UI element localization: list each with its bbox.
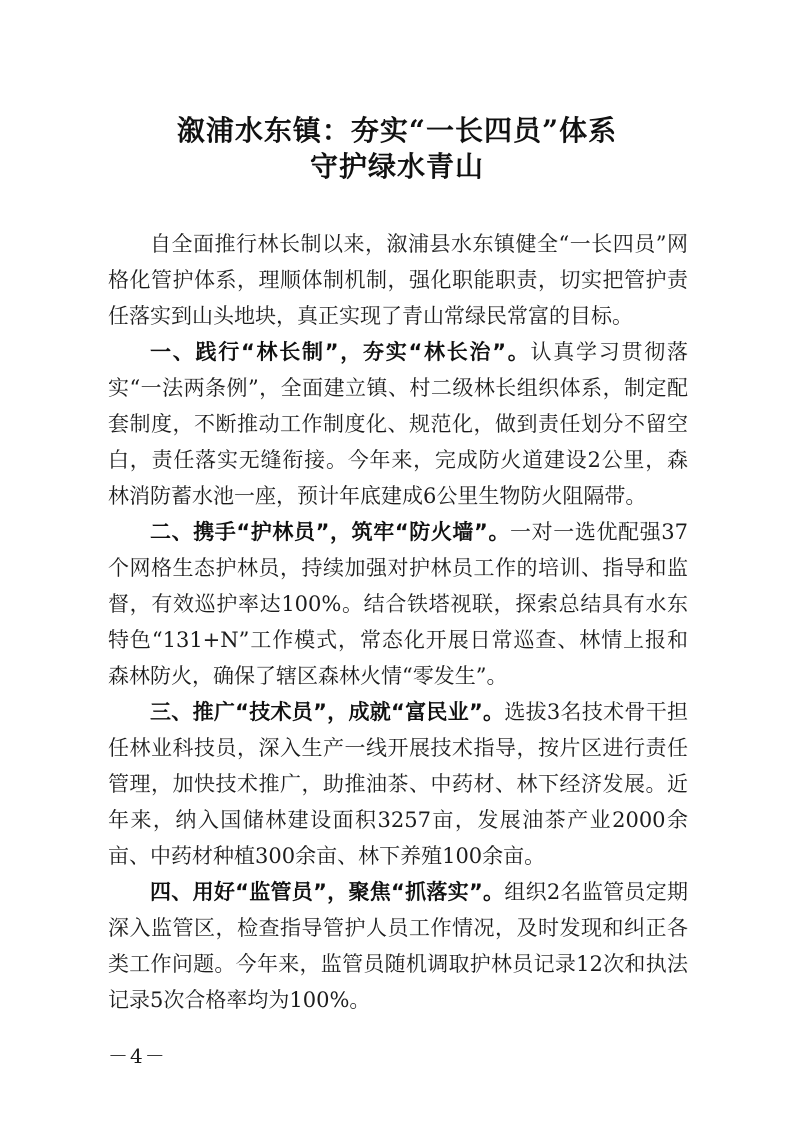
section-text-4: 组织2名监管员定期深入监管区，检查指导管护人员工作情况，及时发现和纠正各类工作问题。今年来，监管员随机调取护林员记录12次和执法记录5次合格率均为100%。 — [108, 880, 688, 1012]
section-paragraph-1 — [108, 334, 688, 514]
section-heading-1: 一、践行“林长制”，夯实“林长治”。 — [150, 340, 531, 364]
section-paragraph-3 — [108, 694, 688, 874]
document-body — [108, 226, 688, 1018]
section-text-2: 一对一选优配强37个网格生态护林员，持续加强对护林员工作的培训、指导和监督，有效巡护率达100%。结合铁塔视联，探索总结具有水东特色“131+N”工作模式，常态化开展日常巡查、林情上报和森林防火，确保了辖区森林火情“零发生”。 — [108, 520, 688, 688]
section-heading-3: 三、推广“技术员”，成就“富民业”。 — [150, 700, 505, 724]
page-number: －4－ — [108, 1044, 167, 1068]
intro-paragraph: 自全面推行林长制以来，溆浦县水东镇健全“一长四员”网格化管护体系，理顺体制机制，强化职能职责，切实把管护责任落实到山头地块，真正实现了青山常绿民常富的目标。 — [108, 232, 688, 328]
section-text-3: 选拔3名技术骨干担任林业科技员，深入生产一线开展技术指导，按片区进行责任管理，加快技术推广，助推油茶、中药材、林下经济发展。近年来，纳入国储林建设面积3257亩，发展油茶产业2000余亩、中药材种植300余亩、林下养殖100余亩。 — [108, 700, 688, 868]
section-heading-2: 二、携手“护林员”，筑牢“防火墙”。 — [150, 520, 511, 544]
document-title-line1: 溆浦水东镇：夯实“一长四员”体系 — [176, 114, 618, 147]
section-text-1: 认真学习贯彻落实“一法两条例”，全面建立镇、村二级林长组织体系，制定配套制度，不断推动工作制度化、规范化，做到责任划分不留空白，责任落实无缝衔接。今年来，完成防火道建设2公里，森林消防蓄水池一座，预计年底建成6公里生物防火阻隔带。 — [108, 340, 688, 508]
section-heading-4: 四、用好“监管员”，聚焦“抓落实”。 — [150, 880, 505, 904]
section-paragraph-2 — [108, 514, 688, 694]
document-title-line2: 守护绿水青山 — [309, 150, 484, 183]
section-paragraph-4 — [108, 874, 688, 1018]
